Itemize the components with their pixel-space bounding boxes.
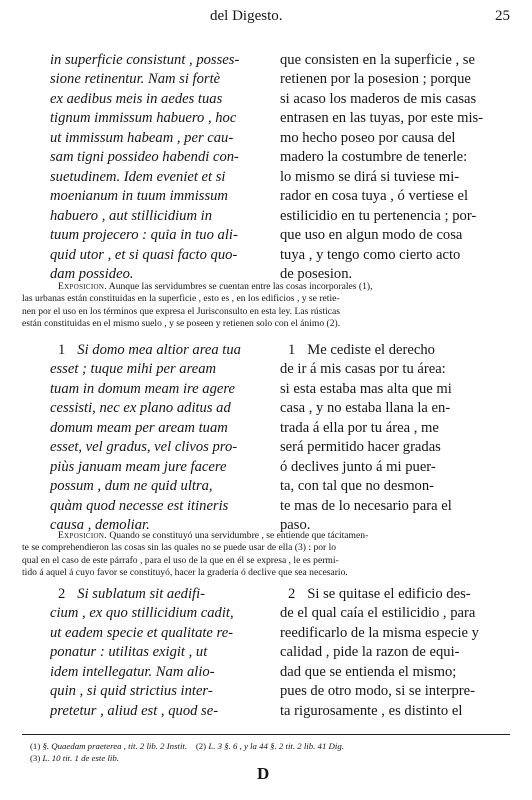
latin-column-2	[50, 341, 272, 536]
latin-line: moenianum in tuum immissum	[50, 188, 228, 205]
spanish-line: te mas de lo necesario para el	[280, 497, 452, 514]
latin-line: quin , si quid strictius inter-	[50, 683, 213, 700]
footnote-number: (1)	[30, 741, 41, 751]
latin-column-3	[50, 585, 272, 721]
spanish-line: de posesion.	[280, 265, 353, 282]
latin-column-1	[50, 51, 272, 284]
footnote-number: (2)	[195, 741, 207, 751]
latin-line: ut immissum habeam , per cau-	[50, 129, 234, 146]
paragraph-number: 1	[288, 342, 296, 358]
latin-line: ponatur : utilitas exigit , ut	[50, 644, 208, 661]
latin-line: piùs januam meam jure facere	[50, 458, 227, 475]
exposition-text: te se comprehendieron las cosas sin las quales no se puede usar de ella (3) : por lo	[22, 542, 337, 554]
spanish-column-2	[280, 341, 511, 536]
latin-line: sam tigni possideo habendi con-	[50, 149, 239, 166]
latin-line: tuam in domum meam ire agere	[50, 380, 235, 397]
spanish-line: ó declives junto á mi puer-	[280, 458, 436, 475]
exposition-label: Exposicion.	[58, 530, 107, 541]
footnote-reference: §. Quaedam praeterea , tit. 2 lib. 2 Instit.	[42, 741, 188, 751]
latin-line: pretetur , aliud est , quod se-	[50, 702, 219, 719]
spanish-line: entrasen en las tuyas, por este mis-	[280, 110, 484, 127]
latin-line: possum , dum ne quid ultra,	[50, 478, 213, 495]
latin-line: habuero , aut stillicidium in	[50, 207, 213, 224]
spanish-line: dad que se entienda el mismo;	[280, 663, 457, 680]
spanish-line: paso.	[280, 517, 311, 534]
exposition-text: nen por el uso en los términos que expresa el Jurisconsulto en esta ley. Las rústicas	[22, 305, 341, 317]
latin-line: cium , ex quo stillicidium cadit,	[50, 605, 234, 622]
spanish-line: retienen por la posesion ; porque	[280, 71, 471, 88]
spanish-line: Si se quitase el edificio des-	[307, 586, 471, 602]
running-header	[0, 8, 532, 30]
latin-line: domum meam per aream tuam	[50, 419, 228, 436]
latin-line: sione retinentur. Nam si fortè	[50, 71, 221, 88]
latin-line: tignum immissum habuero , hoc	[50, 110, 237, 127]
spanish-line: si esta estaba mas alta que mi	[280, 380, 452, 397]
latin-line: Si sublatum sit aedifi-	[77, 586, 205, 602]
spanish-line: será permitido hacer gradas	[280, 439, 441, 456]
footnote-rule	[22, 734, 510, 735]
spanish-line: estilicidio en tu pertenencia ; por-	[280, 207, 477, 224]
footnote-reference: L. 10 tit. 1 de este lib.	[42, 753, 119, 763]
page-number: 25	[495, 8, 510, 24]
footnote-number: (3)	[30, 753, 41, 763]
spanish-line: lo mismo se dirá si tuviese mi-	[280, 168, 460, 185]
latin-line: tuum projecero : quia in tuo ali-	[50, 227, 238, 244]
spanish-line: calidad , pide la razon de equi-	[280, 644, 460, 661]
exposition-text: están constituidas en el mismo suelo , y se poseen y retienen solo con el ánimo (2).	[22, 318, 341, 330]
latin-line: esset ; tuque mihi per aream	[50, 361, 217, 378]
latin-line: dam possideo.	[50, 265, 134, 282]
spanish-line: si acaso los maderos de mis casas	[280, 90, 477, 107]
paragraph-number: 2	[288, 586, 296, 602]
exposition-text: Aunque las servidumbres se cuentan entre las cosas incorporales (1),	[108, 281, 373, 292]
latin-line: Si domo mea altior area tua	[77, 342, 241, 358]
latin-line: idem intellegatur. Nam alio-	[50, 663, 215, 680]
spanish-line: ta, con tal que no desmon-	[280, 478, 435, 495]
spanish-line: que uso en algun modo de cosa	[280, 227, 463, 244]
exposition-note-1	[22, 281, 510, 331]
latin-line: esset, vel gradus, vel clivos pro-	[50, 439, 238, 456]
exposition-text: qual en el caso de este párrafo , para el uso de la que en él se expresa , le es permi-	[22, 554, 339, 566]
spanish-line: pues de otro modo, si se interpre-	[280, 683, 475, 700]
spanish-column-1	[280, 51, 511, 284]
spanish-line: ta rigurosamente , es distinto el	[280, 702, 463, 719]
paragraph-number: 2	[58, 586, 66, 602]
exposition-text: Quando se constituyó una servidumbre , se entiende que tácitamen-	[109, 530, 369, 541]
running-title: del Digesto.	[210, 8, 283, 24]
spanish-line: casa , y no estaba llana la en-	[280, 400, 451, 417]
latin-line: ex aedibus meis in aedes tuas	[50, 90, 223, 107]
latin-line: causa , demoliar.	[50, 517, 150, 534]
latin-line: ut eadem specie et qualitate re-	[50, 624, 234, 641]
spanish-line: que consisten en la superficie , se	[280, 52, 475, 68]
latin-line: cessisti, nec ex plano aditus ad	[50, 400, 231, 417]
footnotes	[30, 740, 510, 764]
exposition-note-2	[22, 530, 510, 580]
latin-line: in superficie consistunt , posses-	[50, 52, 240, 68]
signature-mark: D	[257, 764, 270, 783]
latin-line: suetudinem. Idem eveniet et si	[50, 168, 226, 185]
spanish-column-3	[280, 585, 511, 721]
spanish-line: madero la costumbre de tenerle:	[280, 149, 468, 166]
spanish-line: rador en cosa tuya , ó vertiese el	[280, 188, 469, 205]
exposition-label: Exposicion.	[58, 281, 107, 292]
footnote-reference: L. 3 §. 6 , y la 44 §. 2 tit. 2 lib. 41 Dig.	[208, 741, 344, 751]
paragraph-number: 1	[58, 342, 66, 358]
spanish-line: reedificarlo de la misma especie y	[280, 624, 479, 641]
exposition-text: las urbanas están constituidas en la superficie , esto es , en los edificios , y se retie-	[22, 293, 340, 305]
spanish-line: trada á ella por tu área , me	[280, 419, 439, 436]
spanish-line: de ir á mis casas por tu área:	[280, 361, 446, 378]
spanish-line: de el qual caía el estilicidio , para	[280, 605, 476, 622]
latin-line: quàm quod necesse est itineris	[50, 497, 229, 514]
latin-line: quid utor , et si quasi facto quo-	[50, 246, 238, 263]
spanish-line: Me cediste el derecho	[307, 342, 435, 358]
spanish-line: mo hecho poseo por causa del	[280, 129, 456, 146]
spanish-line: tuya , y tengo como cierto acto	[280, 246, 461, 263]
exposition-text: tido á aquel á cuyo favor se constituyó, hacer la gradería ó declive que sea necesario.	[22, 567, 348, 579]
